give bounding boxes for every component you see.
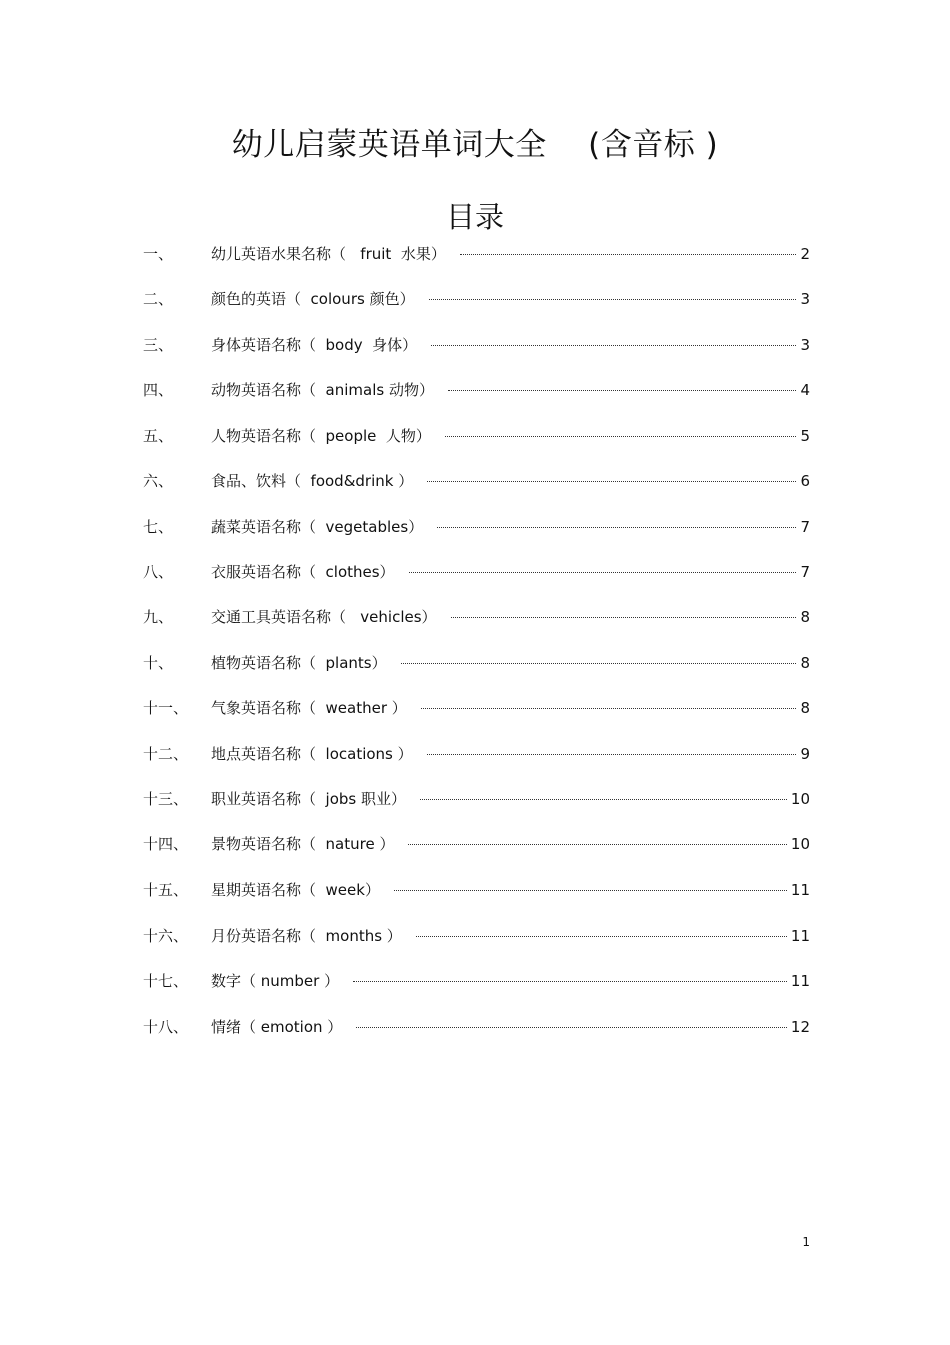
toc-entry-number: 十四、 <box>143 835 189 853</box>
toc-dot-leader <box>429 299 797 300</box>
toc-entry-page: 2 <box>800 245 810 263</box>
toc-entry-week[interactable] <box>143 879 810 901</box>
toc-dot-leader <box>416 936 787 937</box>
toc-entry-label: 身体英语名称（ body 身体） <box>211 336 418 354</box>
toc-entry-months[interactable] <box>143 925 810 947</box>
toc-entry-page: 3 <box>800 336 810 354</box>
toc-entry-jobs[interactable] <box>143 788 810 810</box>
toc-entry-number: 八、 <box>143 563 174 581</box>
toc-entry-label: 食品、饮料（ food&drink ） <box>211 472 414 490</box>
toc-entry-label: 蔬菜英语名称（ vegetables） <box>211 518 424 536</box>
toc-entry-label: 幼儿英语水果名称（ fruit 水果） <box>211 245 446 263</box>
toc-entry-page: 3 <box>800 290 810 308</box>
toc-dot-leader <box>401 663 797 664</box>
toc-entry-number: 十、 <box>143 654 174 672</box>
toc-entry-body[interactable] <box>143 334 810 356</box>
toc-entry-page: 6 <box>800 472 810 490</box>
toc-entry-label: 植物英语名称（ plants） <box>211 654 387 672</box>
toc-dot-leader <box>460 254 797 255</box>
toc-entry-number: 九、 <box>143 608 174 626</box>
page-number: 1 <box>802 1235 810 1249</box>
toc-entry-animals[interactable] <box>143 379 810 401</box>
toc-entry-number: 二、 <box>143 290 174 308</box>
toc-dot-leader <box>448 390 796 391</box>
toc-dot-leader <box>445 436 797 437</box>
toc-heading: 目录 <box>445 200 504 234</box>
toc-entry-number: 十三、 <box>143 790 189 808</box>
toc-entry-label: 星期英语名称（ week） <box>211 881 380 899</box>
document-title: 幼儿启蒙英语单词大全 (含音标 ) <box>231 127 719 163</box>
toc-entry-page: 9 <box>800 745 810 763</box>
toc-entry-plants[interactable] <box>143 652 810 674</box>
toc-dot-leader <box>420 799 787 800</box>
toc-entry-page: 8 <box>800 608 810 626</box>
toc-entry-page: 7 <box>800 518 810 536</box>
toc-entry-number: 十一、 <box>143 699 189 717</box>
toc-entry-weather[interactable] <box>143 697 810 719</box>
toc-entry-number: 七、 <box>143 518 174 536</box>
toc-entry-nature[interactable] <box>143 833 810 855</box>
toc-entry-label: 气象英语名称（ weather ） <box>211 699 407 717</box>
toc-entry-label: 动物英语名称（ animals 动物） <box>211 381 434 399</box>
toc-entry-label: 地点英语名称（ locations ） <box>211 745 413 763</box>
toc-entry-label: 交通工具英语名称（ vehicles） <box>211 608 437 626</box>
toc-dot-leader <box>356 1027 787 1028</box>
toc-entry-page: 12 <box>790 1018 810 1036</box>
toc-dot-leader <box>431 345 796 346</box>
toc-entry-page: 10 <box>790 790 810 808</box>
toc-entry-label: 人物英语名称（ people 人物） <box>211 427 431 445</box>
toc-entry-number: 十五、 <box>143 881 189 899</box>
toc-dot-leader <box>437 527 796 528</box>
toc-entry-page: 5 <box>800 427 810 445</box>
toc-dot-leader <box>451 617 797 618</box>
toc-entry-page: 11 <box>790 927 810 945</box>
toc-entry-number: 十六、 <box>143 927 189 945</box>
toc-entry-number: 五、 <box>143 427 174 445</box>
toc-entry-page: 8 <box>800 699 810 717</box>
toc-entry-locations[interactable] <box>143 743 810 765</box>
toc-entry-food-drink[interactable] <box>143 470 810 492</box>
toc-entry-page: 11 <box>790 881 810 899</box>
toc-entry-number: 十八、 <box>143 1018 189 1036</box>
toc-dot-leader <box>421 708 797 709</box>
toc-entry-emotion[interactable] <box>143 1016 810 1038</box>
toc-entry-fruit[interactable] <box>143 243 810 265</box>
toc-entry-number: 十二、 <box>143 745 189 763</box>
toc-entry-clothes[interactable] <box>143 561 810 583</box>
toc-entry-label: 景物英语名称（ nature ） <box>211 835 395 853</box>
toc-entry-number: 十七、 <box>143 972 189 990</box>
toc-entry-label: 颜色的英语（ colours 颜色） <box>211 290 415 308</box>
toc-entry-vehicles[interactable] <box>143 606 810 628</box>
toc-entry-label: 职业英语名称（ jobs 职业） <box>211 790 406 808</box>
toc-entry-number: 三、 <box>143 336 174 354</box>
toc-entry-page: 8 <box>800 654 810 672</box>
toc-entry-number-words[interactable] <box>143 970 810 992</box>
toc-entry-people[interactable] <box>143 425 810 447</box>
toc-entry-page: 4 <box>800 381 810 399</box>
toc-entry-label: 衣服英语名称（ clothes） <box>211 563 395 581</box>
toc-entry-number: 一、 <box>143 245 174 263</box>
toc-entry-number: 四、 <box>143 381 174 399</box>
toc-entry-page: 7 <box>800 563 810 581</box>
toc-entry-label: 月份英语名称（ months ） <box>211 927 402 945</box>
toc-dot-leader <box>427 481 796 482</box>
toc-entry-colours[interactable] <box>143 288 810 310</box>
toc-dot-leader <box>394 890 787 891</box>
toc-entry-label: 情绪（ emotion ） <box>211 1018 343 1036</box>
toc-dot-leader <box>408 844 786 845</box>
toc-dot-leader <box>353 981 787 982</box>
toc-entry-number: 六、 <box>143 472 174 490</box>
toc-entry-label: 数字（ number ） <box>211 972 340 990</box>
toc-dot-leader <box>409 572 797 573</box>
toc-dot-leader <box>427 754 797 755</box>
toc-entry-vegetables[interactable] <box>143 516 810 538</box>
toc-entry-page: 10 <box>790 835 810 853</box>
toc-entry-page: 11 <box>790 972 810 990</box>
